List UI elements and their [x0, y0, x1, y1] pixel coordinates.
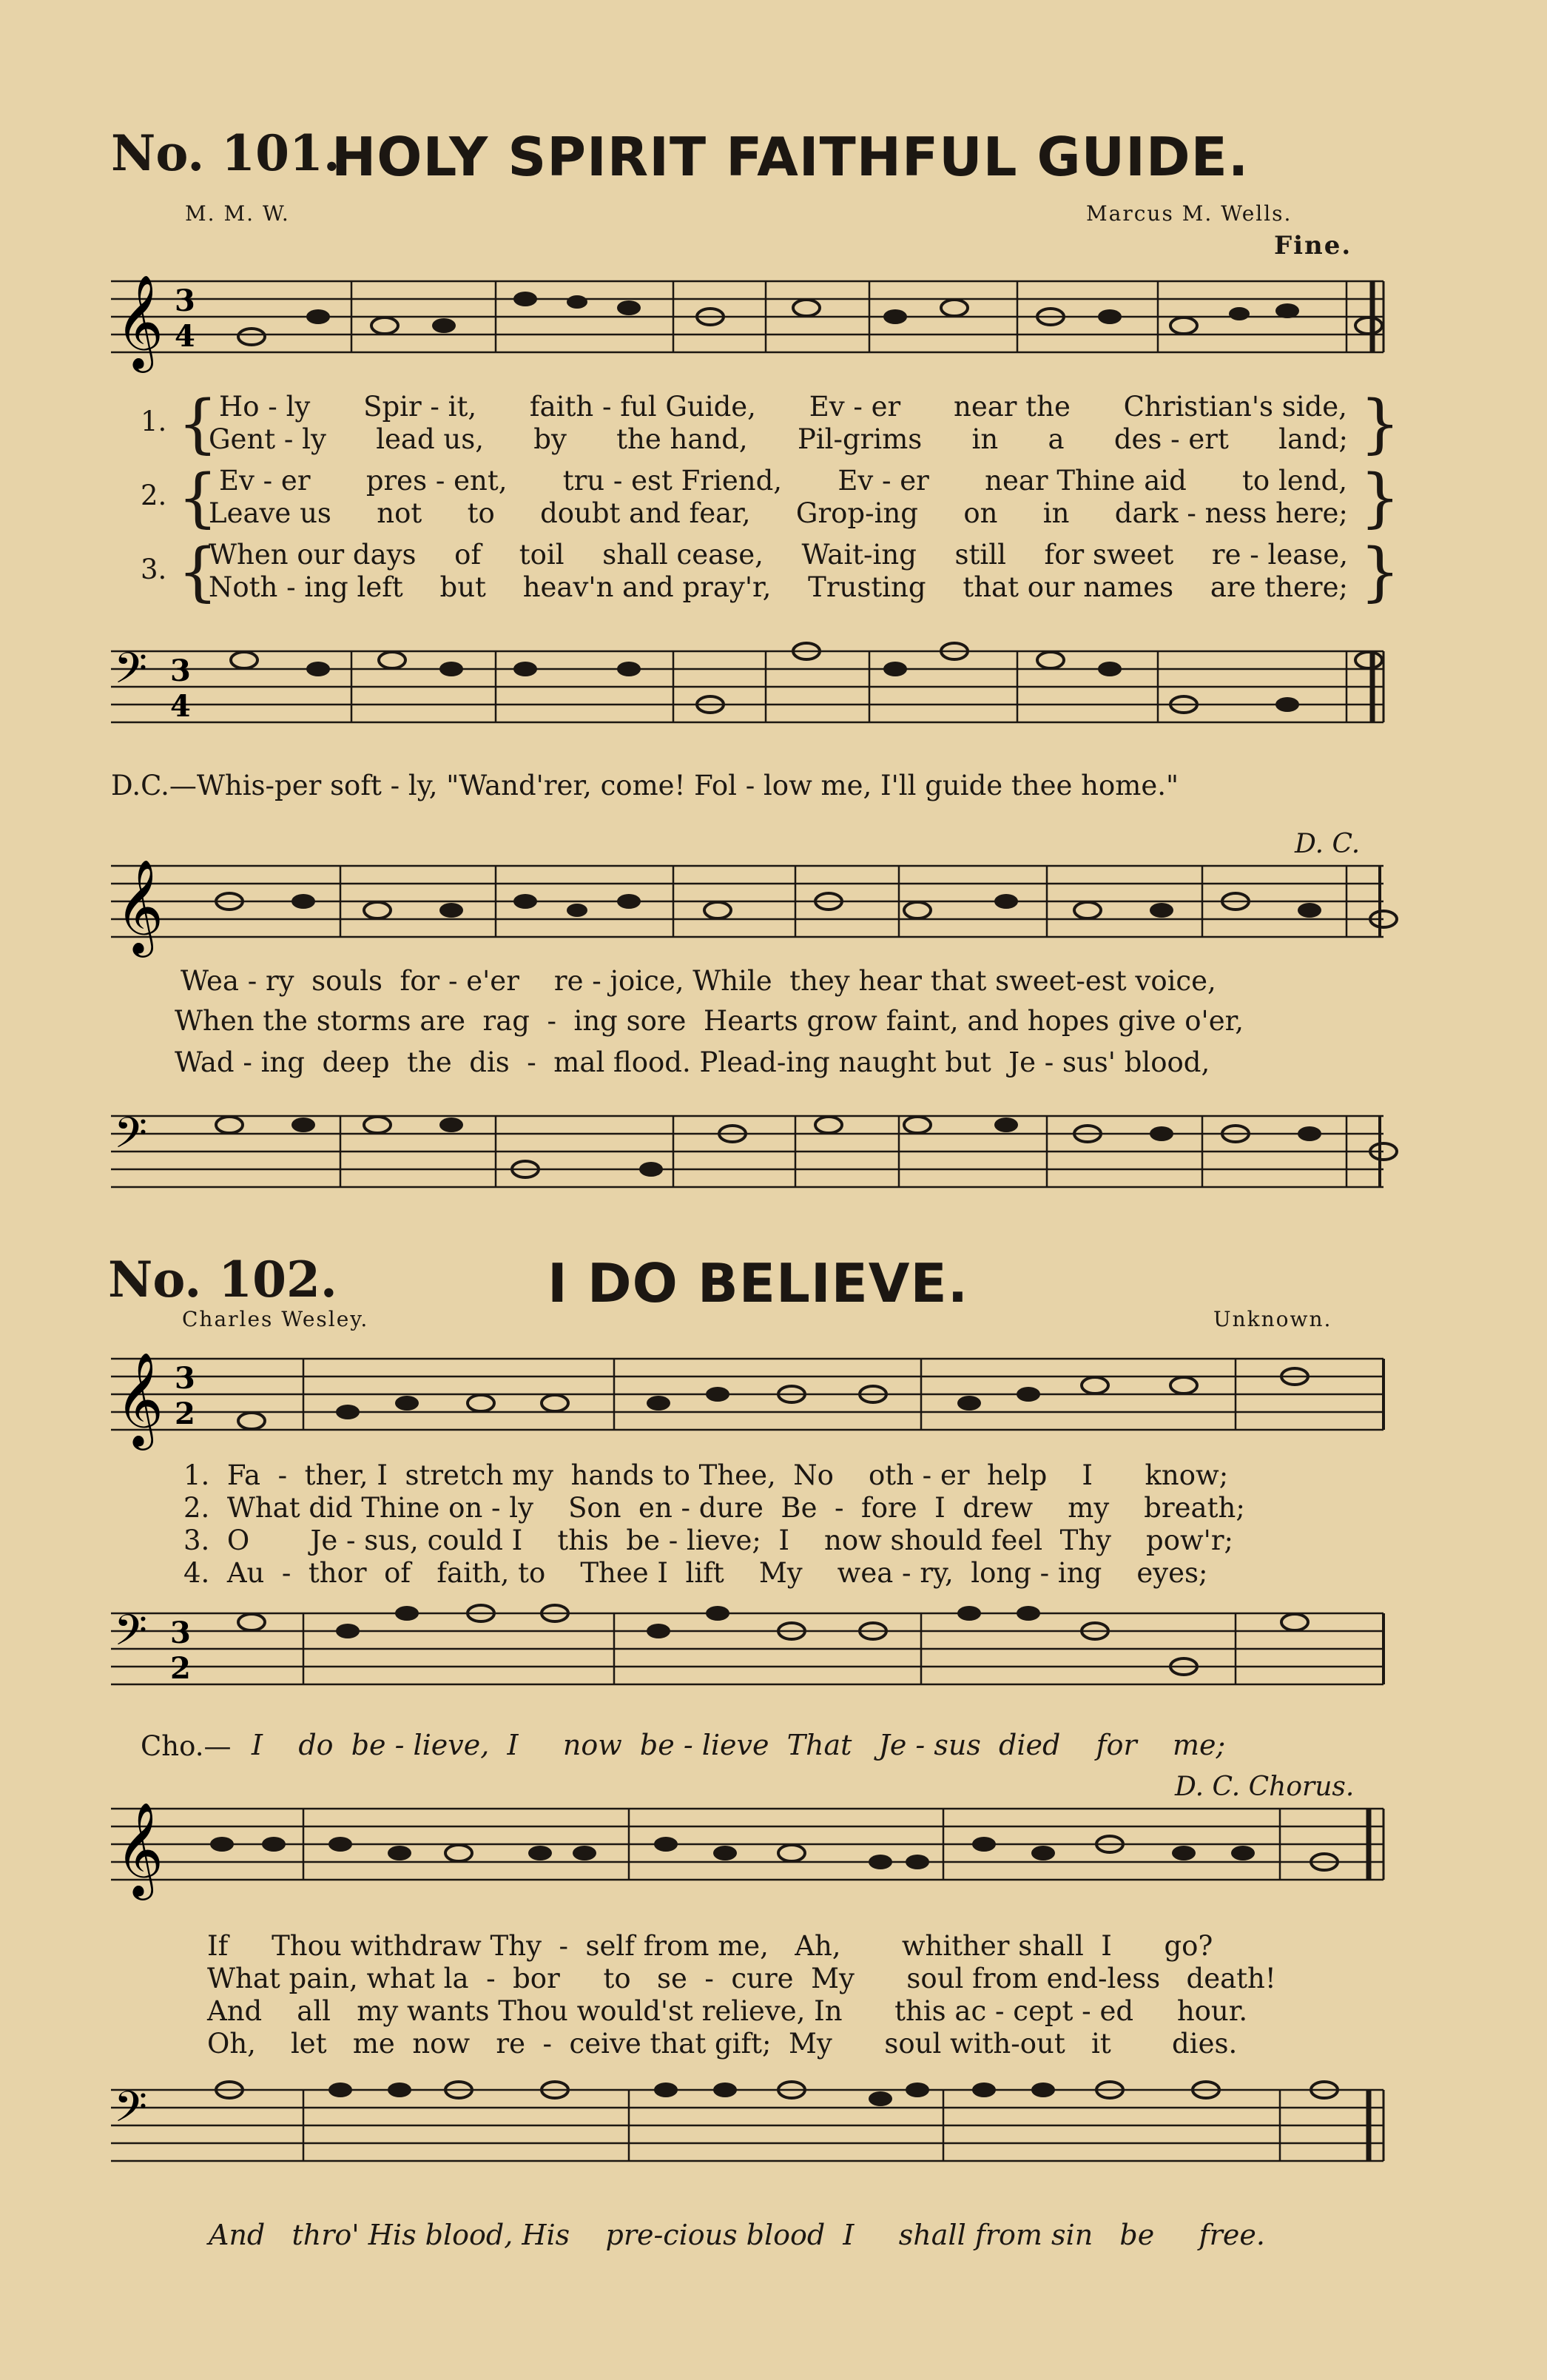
- svg-text:𝄢: 𝄢: [114, 1605, 148, 1666]
- hymn-101-words-credit: M. M. W.: [185, 201, 290, 226]
- lyric-word: heav'n and pray'r,: [522, 571, 772, 603]
- lyric-word: Pil-grims: [797, 423, 923, 455]
- music-staff-treble-1: [96, 266, 1398, 377]
- svg-text:2: 2: [170, 1651, 191, 1686]
- lyric-word: the hand,: [616, 423, 748, 455]
- verse-1-brace: {: [178, 387, 218, 461]
- hymn-102-final-line: And thro' His blood, His pre-cious blood I shall from sin be free.: [209, 2219, 1265, 2251]
- hymn-101-number: No. 101.: [111, 124, 340, 182]
- lyric-word: of: [454, 539, 482, 571]
- hymn-102-second-line-1: If Thou withdraw Thy - self from me, Ah, whither shall I go?: [207, 1930, 1213, 1962]
- verse-2-brace: {: [178, 461, 218, 535]
- hymn-102-verse-3: 3. O Je - sus, could I this be - lieve; I now should feel Thy pow'r;: [183, 1525, 1233, 1556]
- lyric-word: Ev - er: [809, 391, 901, 423]
- verse-2-line-2: [209, 497, 1348, 529]
- hymn-101-title: HOLY SPIRIT FAITHFUL GUIDE.: [331, 126, 1250, 188]
- verse-3-line-2: [209, 571, 1348, 603]
- lyric-word: that our names: [963, 571, 1174, 603]
- hymn-102-verse-2: 2. What did Thine on - ly Son en - dure Be - fore I drew my breath;: [183, 1492, 1245, 1524]
- lyric-word: near Thine aid: [985, 465, 1187, 497]
- svg-text:4: 4: [170, 689, 191, 724]
- music-staff-treble-3: [96, 1344, 1398, 1455]
- svg-text:𝄞: 𝄞: [115, 858, 164, 953]
- lyric-word: Trusting: [808, 571, 926, 603]
- verse-1-brace-close: }: [1360, 387, 1401, 461]
- verse-1-line-2: [209, 423, 1348, 455]
- lyric-word: by: [533, 423, 567, 455]
- svg-text:𝄢: 𝄢: [114, 2082, 148, 2142]
- lyric-word: re - lease,: [1211, 539, 1348, 571]
- lyric-word: still: [954, 539, 1006, 571]
- verse-2-number: 2.: [141, 480, 167, 511]
- hymn-102-verse-1: 1. Fa - ther, I stretch my hands to Thee, No oth - er help I know;: [183, 1459, 1229, 1491]
- hymn-101-music-credit: Marcus M. Wells.: [1086, 201, 1292, 226]
- verse-2-line-1: [219, 465, 1347, 497]
- svg-text:𝄞: 𝄞: [115, 1351, 164, 1446]
- svg-text:𝄢: 𝄢: [114, 1108, 148, 1169]
- lyric-word: When our days: [209, 539, 417, 571]
- hymn-102-second-line-4: Oh, let me now re - ceive that gift; My soul with-out it dies.: [207, 2028, 1238, 2060]
- chorus-label: Cho.—: [141, 1730, 232, 1762]
- lyric-word: Gent - ly: [209, 423, 326, 455]
- lyric-word: Grop-ing: [795, 497, 918, 529]
- svg-text:𝄞: 𝄞: [115, 1801, 164, 1896]
- lyric-word: are there;: [1210, 571, 1348, 603]
- hymn-102-words-credit: Charles Wesley.: [182, 1307, 369, 1331]
- lyric-word: toil: [519, 539, 564, 571]
- music-staff-bass-3: [96, 1591, 1398, 1710]
- hymn-102-second-line-2: What pain, what la - bor to se - cure My soul from end-less death!: [207, 1963, 1276, 1994]
- verse-3-brace: {: [178, 535, 218, 609]
- lyric-word: land;: [1278, 423, 1348, 455]
- svg-text:4: 4: [175, 319, 195, 354]
- svg-text:𝄢: 𝄢: [114, 643, 148, 704]
- lyric-word: a: [1048, 423, 1065, 455]
- lyric-word: Ho - ly: [219, 391, 311, 423]
- verse-1-number: 1.: [141, 406, 167, 437]
- dc-chorus-mark: D. C. Chorus.: [1175, 1772, 1355, 1802]
- lyric-word: in: [1042, 497, 1070, 529]
- music-staff-bass-2: [96, 1086, 1398, 1205]
- lyric-word: Noth - ing left: [209, 571, 403, 603]
- lyric-word: to lend,: [1242, 465, 1347, 497]
- lyric-word: Wait-ing: [801, 539, 917, 571]
- hymn-102-second-line-3: And all my wants Thou would'st relieve, In this ac - cept - ed hour.: [207, 1995, 1248, 2027]
- hymn-102-number: No. 102.: [108, 1251, 337, 1308]
- svg-text:3: 3: [170, 1616, 191, 1650]
- dc-mark: D. C.: [1295, 829, 1361, 859]
- lyric-word: Christian's side,: [1123, 391, 1347, 423]
- lyric-word: but: [439, 571, 486, 603]
- svg-text:3: 3: [175, 283, 195, 318]
- svg-text:3: 3: [170, 653, 191, 688]
- hymn-101-second-line-2: When the storms are rag - ing sore Hearts grow faint, and hopes give o'er,: [175, 1005, 1244, 1037]
- fine-mark: Fine.: [1274, 231, 1352, 260]
- music-staff-bass-4: [96, 2060, 1398, 2179]
- hymn-102-verse-4: 4. Au - thor of faith, to Thee I lift My wea - ry, long - ing eyes;: [183, 1557, 1208, 1589]
- lyric-word: to: [467, 497, 495, 529]
- hymn-101-second-line-1: Wea - ry souls for - e'er re - joice, While they hear that sweet-est voice,: [181, 965, 1216, 997]
- verse-2-brace-close: }: [1360, 461, 1401, 535]
- lyric-word: Ev - er: [837, 465, 929, 497]
- lyric-word: not: [377, 497, 422, 529]
- lyric-word: in: [971, 423, 999, 455]
- lyric-word: shall cease,: [602, 539, 764, 571]
- lyric-word: lead us,: [376, 423, 485, 455]
- verse-3-line-1: [209, 539, 1348, 571]
- hymn-101-second-line-3: Wad - ing deep the dis - mal flood. Plead-ing naught but Je - sus' blood,: [175, 1046, 1210, 1078]
- lyric-word: near the: [954, 391, 1071, 423]
- lyric-word: on: [963, 497, 998, 529]
- lyric-word: Spir - it,: [363, 391, 477, 423]
- lyric-word: Ev - er: [219, 465, 311, 497]
- lyric-word: des - ert: [1113, 423, 1229, 455]
- music-staff-bass-1: [96, 629, 1398, 747]
- lyric-word: pres - ent,: [365, 465, 508, 497]
- music-staff-treble-4: [96, 1794, 1398, 1905]
- svg-text:3: 3: [175, 1361, 195, 1396]
- lyric-word: faith - ful Guide,: [529, 391, 756, 423]
- hymn-102-music-credit: Unknown.: [1213, 1307, 1332, 1331]
- hymn-101-dc-line: D.C.—Whis-per soft - ly, "Wand'rer, come! Fol - low me, I'll guide thee home.": [111, 770, 1179, 801]
- lyric-word: doubt and fear,: [540, 497, 751, 529]
- lyric-word: tru - est Friend,: [562, 465, 783, 497]
- svg-text:2: 2: [175, 1396, 195, 1431]
- lyric-word: for sweet: [1044, 539, 1174, 571]
- lyric-word: Leave us: [209, 497, 331, 529]
- verse-1-line-1: [219, 391, 1347, 423]
- chorus-line: I do be - lieve, I now be - lieve That Je - sus died for me;: [252, 1729, 1226, 1761]
- lyric-word: dark - ness here;: [1114, 497, 1348, 529]
- hymn-102-title: I DO BELIEVE.: [547, 1252, 969, 1314]
- verse-3-number: 3.: [141, 554, 167, 585]
- verse-3-brace-close: }: [1360, 535, 1401, 609]
- svg-text:𝄞: 𝄞: [115, 274, 164, 369]
- music-staff-treble-2: [96, 851, 1398, 962]
